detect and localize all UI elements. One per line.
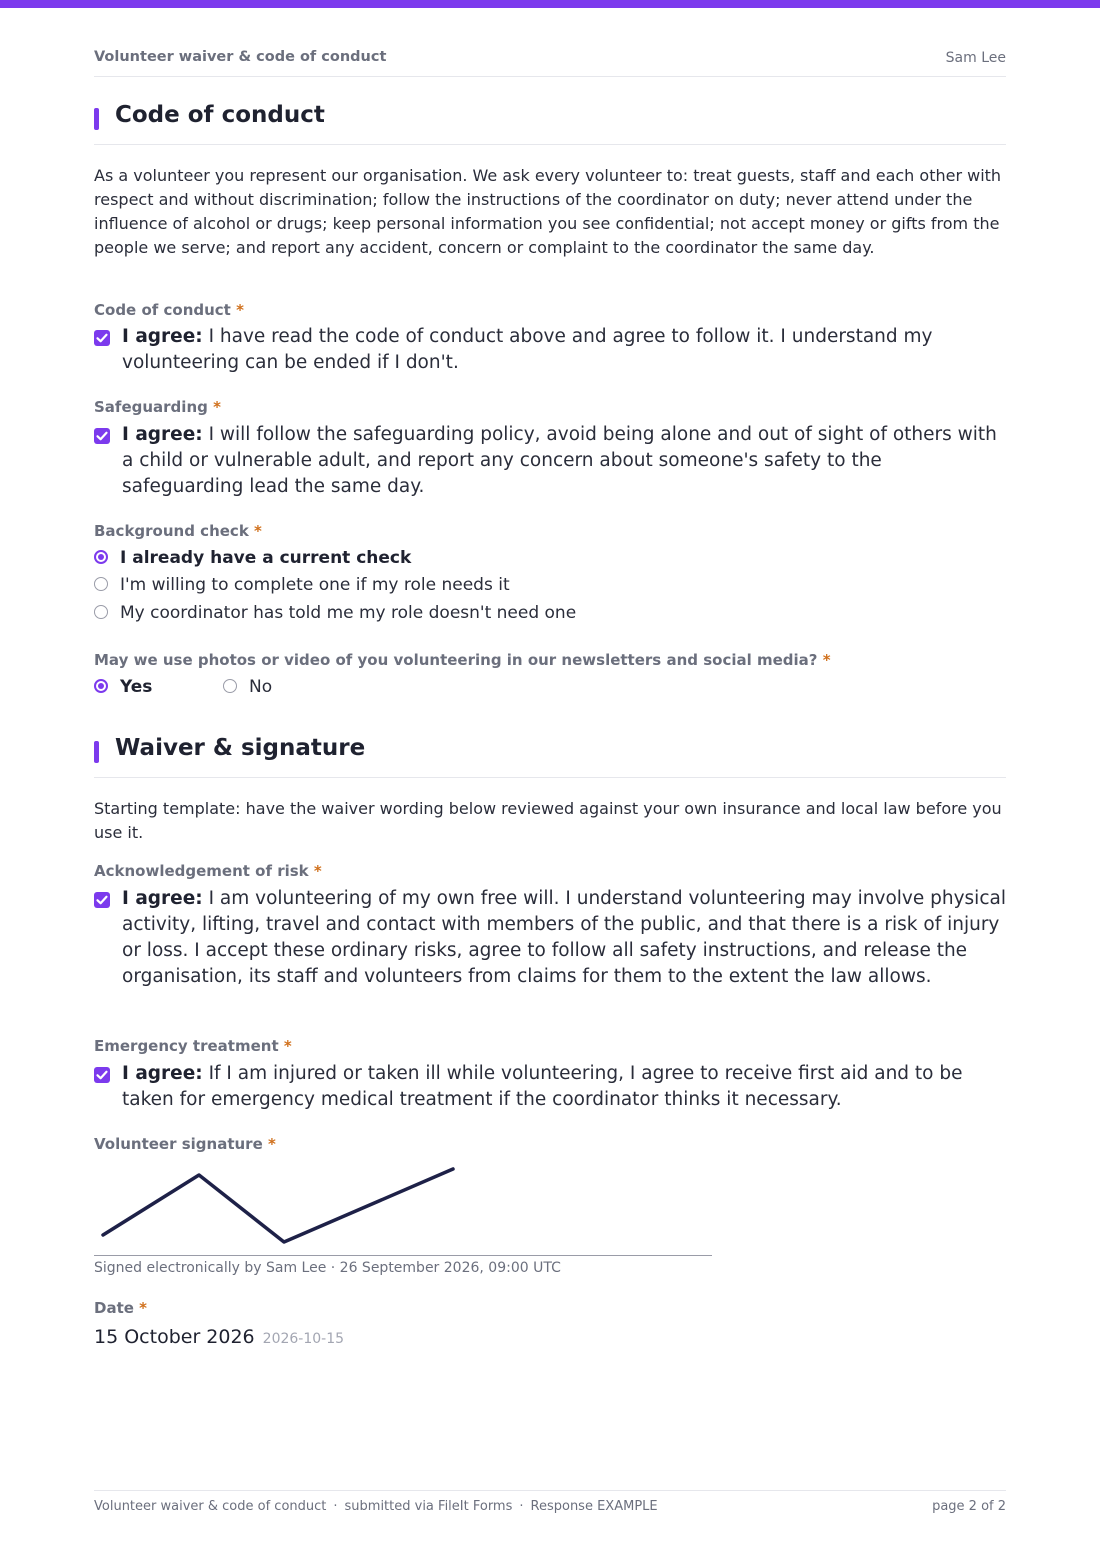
field-label-background-check: Background check *: [94, 522, 262, 540]
radio-label: I already have a current check: [120, 548, 412, 568]
date-value: 15 October 2026 2026-10-15: [94, 1326, 345, 1348]
signature-pad[interactable]: [94, 1158, 712, 1256]
signature-stroke: [94, 1158, 712, 1255]
radio-selected-icon[interactable]: [94, 679, 108, 693]
required-marker: *: [283, 1037, 292, 1055]
required-marker: *: [236, 301, 244, 319]
top-accent-bar: [0, 0, 1100, 8]
section-code-of-conduct: [94, 102, 1006, 145]
checkbox-checked-icon[interactable]: [94, 428, 110, 444]
checkbox-checked-icon[interactable]: [94, 330, 110, 346]
radio-label: Yes: [120, 677, 153, 697]
section-waiver-signature: [94, 735, 1006, 778]
document-title: Volunteer waiver & code of conduct: [94, 49, 387, 65]
field-label-code-of-conduct: Code of conduct *: [94, 301, 244, 319]
checkbox-checked-icon[interactable]: [94, 1067, 110, 1083]
required-marker: *: [139, 1299, 148, 1317]
field-label-date: Date *: [94, 1299, 148, 1317]
radio-label: No: [249, 677, 273, 697]
required-marker: *: [268, 1135, 276, 1153]
field-label-emergency: Emergency treatment *: [94, 1037, 292, 1055]
checkbox-checked-icon[interactable]: [94, 892, 110, 908]
date-iso: 2026-10-15: [262, 1331, 345, 1347]
radio-label: My coordinator has told me my role doesn't need one: [120, 603, 577, 623]
page-footer: [94, 1490, 1006, 1514]
respondent-name: Sam Lee: [945, 50, 1006, 66]
checkbox-text: I agree: If I am injured or taken ill while volunteering, I agree to receive first aid and to be taken for emergency medical treatment if the coordinator thinks it necessary.: [122, 1063, 963, 1110]
radio-unselected-icon[interactable]: [94, 605, 108, 619]
signature-note: Signed electronically by Sam Lee · 26 September 2026, 09:00 UTC: [94, 1260, 561, 1276]
radio-unselected-icon[interactable]: [223, 679, 237, 693]
checkbox-text: I agree: I have read the code of conduct above and agree to follow it. I understand my volunteering can be ended if I don't.: [122, 326, 933, 373]
checkbox-text: I agree: I will follow the safeguarding policy, avoid being alone and out of sight of others with a child or vulnerable adult, and report any concern about someone's safety to the safeguarding lead the same day.: [122, 424, 997, 497]
section-accent: [94, 108, 99, 130]
field-label-safeguarding: Safeguarding *: [94, 398, 221, 416]
section-accent: [94, 741, 99, 763]
page-header: [94, 48, 1006, 77]
radio-label: I'm willing to complete one if my role needs it: [120, 575, 510, 595]
required-marker: *: [313, 862, 322, 880]
checkbox-text: I agree: I am volunteering of my own free will. I understand volunteering may involve physical activity, lifting, travel and contact with members of the public, and that there is a risk of injury or loss. I accept these ordinary risks, agree to follow all safety instructions, and release the organisation, its staff and volunteers from claims for them to the extent the law allows.: [122, 888, 1006, 987]
required-marker: *: [213, 398, 221, 416]
field-label-signature: Volunteer signature *: [94, 1135, 276, 1153]
field-label-risk: Acknowledgement of risk *: [94, 862, 322, 880]
required-marker: *: [822, 651, 831, 669]
waiver-intro: Starting template: have the waiver wording below reviewed against your own insurance and local law before you use it.: [94, 799, 1002, 842]
section-heading: Waiver & signature: [115, 735, 366, 761]
conduct-intro: As a volunteer you represent our organisation. We ask every volunteer to: treat guests, staff and each other with respect and without discrimination; follow the instructions of the coordinator on duty; never attend under the influence of alcohol or drugs; keep personal information you see confidential; not accept money or gifts from the people we serve; and report any accident, concern or complaint to the coordinator the same day.: [94, 166, 1002, 257]
footer-info: Volunteer waiver & code of conduct · submitted via FileIt Forms · Response EXAMPLE: [94, 1499, 658, 1514]
required-marker: *: [254, 522, 262, 540]
field-label-photos: May we use photos or video of you volunteering in our newsletters and social media? *: [94, 651, 831, 669]
section-heading: Code of conduct: [115, 102, 325, 128]
page-number: page 2 of 2: [932, 1499, 1006, 1514]
radio-unselected-icon[interactable]: [94, 577, 108, 591]
radio-selected-icon[interactable]: [94, 550, 108, 564]
